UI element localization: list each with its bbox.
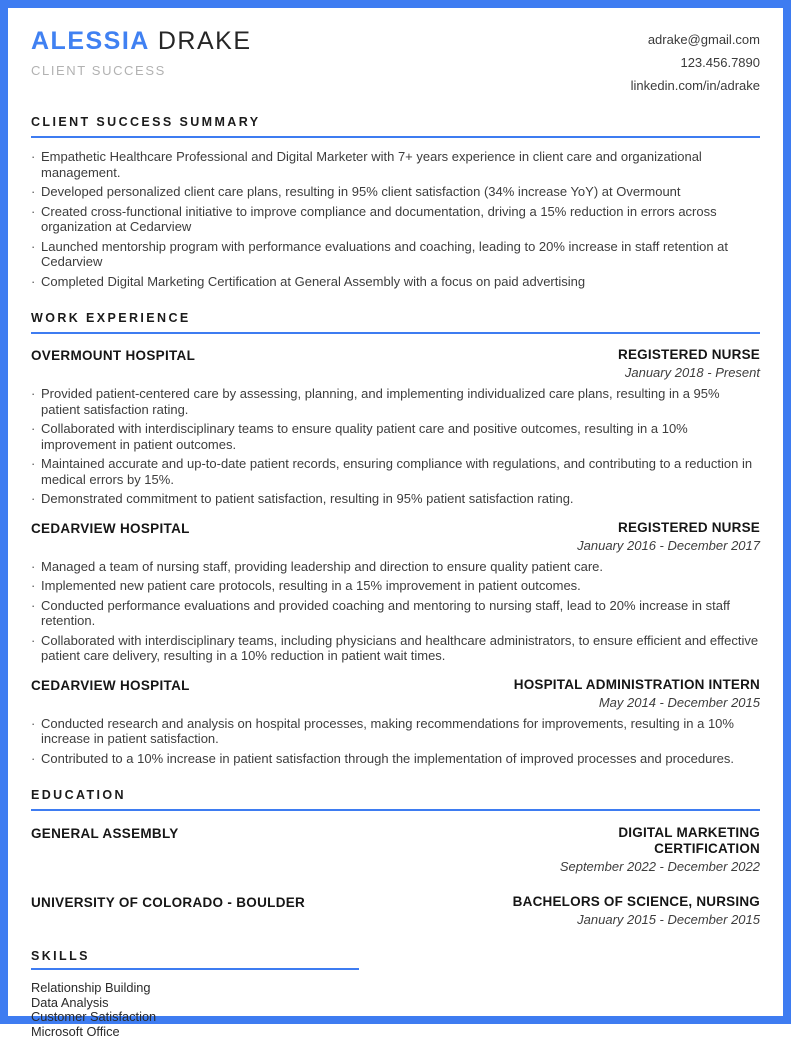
job-bullet: · Maintained accurate and up-to-date patient records, ensuring compliance with regulations, and contributing to a reduction in medical errors by 15%. xyxy=(31,456,760,487)
education-heading: EDUCATION xyxy=(31,788,760,811)
job-entry xyxy=(31,520,760,664)
skills-underline xyxy=(31,968,359,970)
job-bullet: · Collaborated with interdisciplinary teams to ensure quality patient care and positive outcomes, resulting in a 10% improvement in patient outcomes. xyxy=(31,421,760,452)
last-name: DRAKE xyxy=(158,27,252,55)
skill-item: Microsoft Office xyxy=(31,1025,760,1039)
job-bullet: · Provided patient-centered care by assessing, planning, and implementing individualized care plans, resulting in a 95% patient satisfaction rating. xyxy=(31,386,760,417)
job-bullet-list xyxy=(31,559,760,664)
job-bullet: · Implemented new patient care protocols, resulting in a 15% improvement in patient outcomes. xyxy=(31,578,760,594)
first-name: ALESSIA xyxy=(31,27,150,55)
degree-block xyxy=(510,825,760,874)
company-name: CEDARVIEW HOSPITAL xyxy=(31,520,190,536)
bullet-dot: · xyxy=(31,751,41,767)
bullet-dot: · xyxy=(31,386,41,402)
job-bullet: · Demonstrated commitment to patient satisfaction, resulting in 95% patient satisfaction rating. xyxy=(31,491,760,507)
contact-linkedin: linkedin.com/in/adrake xyxy=(631,74,760,97)
education-entry xyxy=(31,894,760,927)
job-bullet-list xyxy=(31,386,760,507)
experience-heading: WORK EXPERIENCE xyxy=(31,311,760,334)
skills-heading: SKILLS xyxy=(31,949,760,970)
job-entry-head xyxy=(31,520,760,553)
school-name: GENERAL ASSEMBLY xyxy=(31,825,179,841)
summary-bullet: · Developed personalized client care plans, resulting in 95% client satisfaction (34% increase YoY) at Overmount xyxy=(31,184,760,200)
summary-bullet: · Launched mentorship program with performance evaluations and coaching, leading to 20% increase in staff retention at Cedarview xyxy=(31,239,760,270)
bullet-dot: · xyxy=(31,204,41,220)
job-bullet: · Conducted performance evaluations and provided coaching and mentoring to nursing staff, lead to 20% increase in staff retention. xyxy=(31,598,760,629)
education-entry-head xyxy=(31,825,760,874)
education-entry xyxy=(31,825,760,874)
job-dates: January 2016 - December 2017 xyxy=(577,538,760,553)
name-block xyxy=(31,26,252,78)
summary-bullet: · Empathetic Healthcare Professional and Digital Marketer with 7+ years experience in client care and organizational management. xyxy=(31,149,760,180)
experience-section xyxy=(31,311,760,766)
bullet-dot: · xyxy=(31,184,41,200)
degree-dates: September 2022 - December 2022 xyxy=(510,859,760,874)
job-entry xyxy=(31,347,760,507)
candidate-name xyxy=(31,26,252,56)
skills-section xyxy=(31,949,760,1039)
job-dates: May 2014 - December 2015 xyxy=(514,695,760,710)
summary-bullet: · Completed Digital Marketing Certification at General Assembly with a focus on paid advertising xyxy=(31,274,760,290)
job-dates: January 2018 - Present xyxy=(618,365,760,380)
skill-item: Relationship Building xyxy=(31,981,760,996)
bullet-dot: · xyxy=(31,578,41,594)
job-title: REGISTERED NURSE xyxy=(618,347,760,363)
job-title-block xyxy=(618,347,760,380)
summary-bullet-list xyxy=(31,149,760,289)
education-section xyxy=(31,788,760,927)
job-bullet-list xyxy=(31,716,760,767)
skill-item: Customer Satisfaction xyxy=(31,1010,760,1025)
job-bullet: · Collaborated with interdisciplinary teams, including physicians and healthcare administrators, to ensure efficient and effective patient care delivery, resulting in a 10% reduction in patient wait times. xyxy=(31,633,760,664)
job-entry-head xyxy=(31,347,760,380)
job-title: HOSPITAL ADMINISTRATION INTERN xyxy=(514,677,760,693)
education-entry-head xyxy=(31,894,760,927)
bullet-dot: · xyxy=(31,456,41,472)
bullet-dot: · xyxy=(31,421,41,437)
job-bullet: · Managed a team of nursing staff, providing leadership and direction to ensure quality patient care. xyxy=(31,559,760,575)
job-entry-head xyxy=(31,677,760,710)
bullet-dot: · xyxy=(31,633,41,649)
bullet-dot: · xyxy=(31,598,41,614)
job-entry xyxy=(31,677,760,767)
job-bullet: · Conducted research and analysis on hospital processes, making recommendations for improvements, resulting in a 10% increase in patient satisfaction. xyxy=(31,716,760,747)
company-name: CEDARVIEW HOSPITAL xyxy=(31,677,190,693)
degree-block xyxy=(513,894,760,927)
skill-item: Data Analysis xyxy=(31,996,760,1011)
contact-block xyxy=(631,26,760,97)
bullet-dot: · xyxy=(31,491,41,507)
bullet-dot: · xyxy=(31,716,41,732)
contact-phone: 123.456.7890 xyxy=(631,51,760,74)
skills-list xyxy=(31,981,760,1039)
summary-heading: CLIENT SUCCESS SUMMARY xyxy=(31,115,760,138)
degree-title: BACHELORS OF SCIENCE, NURSING xyxy=(513,894,760,910)
job-bullet: · Contributed to a 10% increase in patient satisfaction through the implementation of improved processes and procedures. xyxy=(31,751,760,767)
school-name: UNIVERSITY OF COLORADO - BOULDER xyxy=(31,894,305,910)
bullet-dot: · xyxy=(31,149,41,165)
degree-title: DIGITAL MARKETING CERTIFICATION xyxy=(510,825,760,857)
bullet-dot: · xyxy=(31,274,41,290)
skills-heading-wrap xyxy=(31,949,760,970)
job-subtitle: CLIENT SUCCESS xyxy=(31,63,252,78)
degree-dates: January 2015 - December 2015 xyxy=(513,912,760,927)
contact-email: adrake@gmail.com xyxy=(631,28,760,51)
company-name: OVERMOUNT HOSPITAL xyxy=(31,347,195,363)
resume-header xyxy=(31,26,760,97)
summary-section xyxy=(31,115,760,289)
bullet-dot: · xyxy=(31,559,41,575)
job-title-block xyxy=(514,677,760,710)
bullet-dot: · xyxy=(31,239,41,255)
job-title-block xyxy=(577,520,760,553)
job-title: REGISTERED NURSE xyxy=(577,520,760,536)
summary-bullet: · Created cross-functional initiative to improve compliance and documentation, driving a 15% reduction in errors across organization at Cedarview xyxy=(31,204,760,235)
